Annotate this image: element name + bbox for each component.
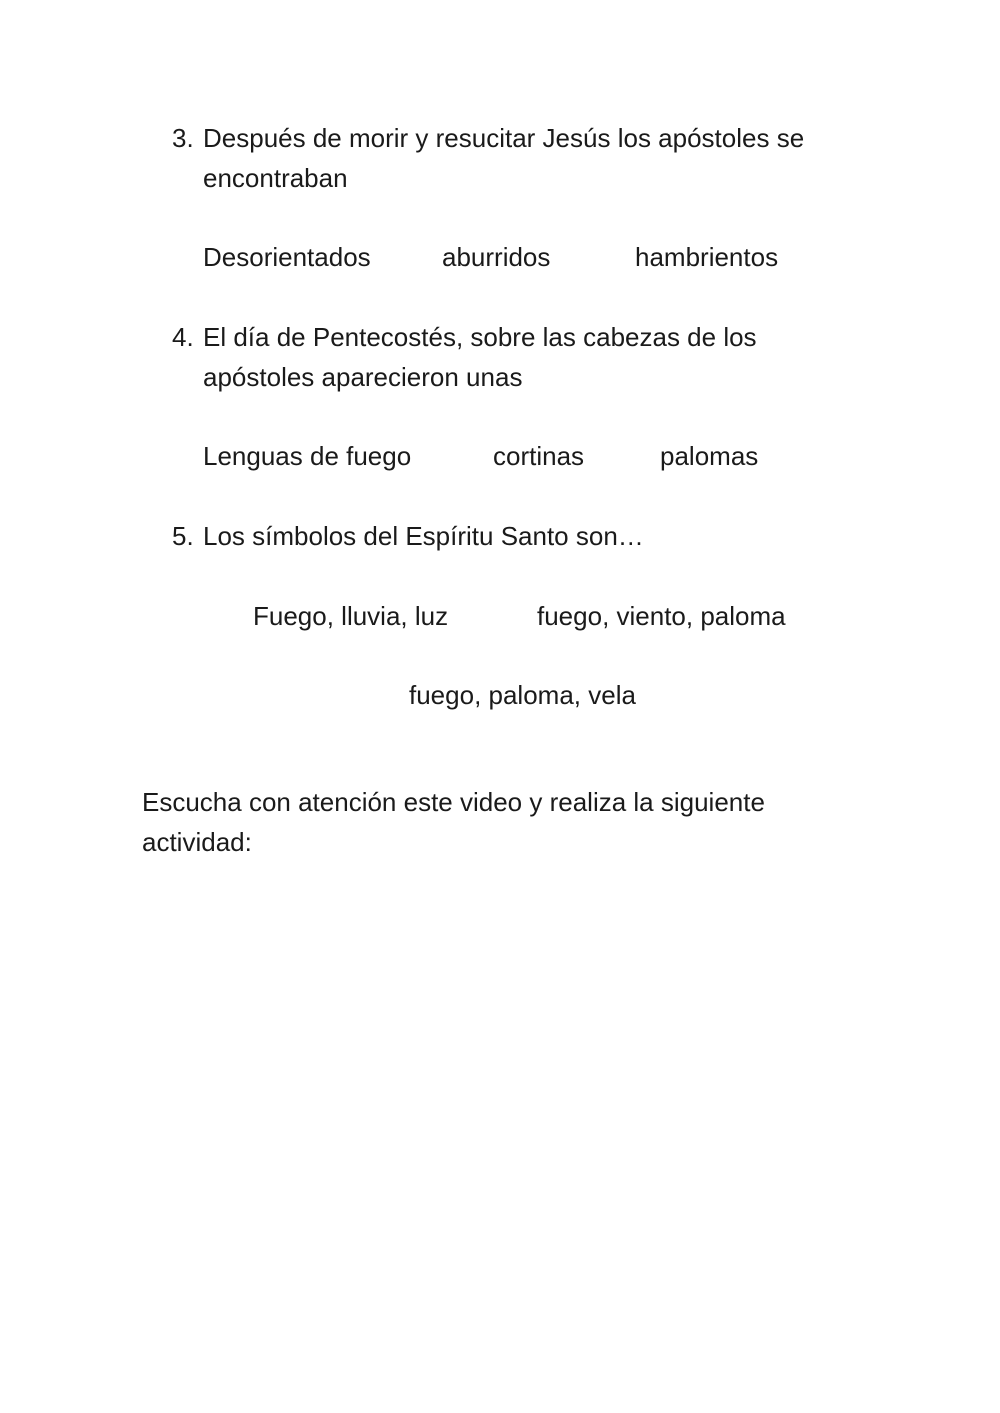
answer-option[interactable]: palomas: [660, 441, 759, 471]
answer-option[interactable]: Desorientados: [203, 242, 371, 272]
instruction-text: Escucha con atención este video y realiza la siguiente actividad:: [142, 787, 765, 857]
question-text: Los símbolos del Espíritu Santo son…: [203, 521, 644, 551]
answer-option[interactable]: fuego, viento, paloma: [537, 601, 786, 631]
question-number: 3.: [172, 123, 194, 153]
question-text: Después de morir y resucitar Jesús los apóstoles se encontraban: [203, 123, 805, 193]
answer-option[interactable]: hambrientos: [635, 242, 779, 272]
answer-option[interactable]: Fuego, lluvia, luz: [253, 601, 449, 631]
question-number: 4.: [172, 322, 194, 352]
answer-option[interactable]: aburridos: [442, 242, 551, 272]
answer-option[interactable]: cortinas: [493, 441, 585, 471]
answer-option[interactable]: Lenguas de fuego: [203, 441, 412, 471]
answer-option[interactable]: fuego, paloma, vela: [409, 680, 636, 710]
question-text: El día de Pentecostés, sobre las cabezas de los apóstoles aparecieron unas: [203, 322, 757, 392]
question-number: 5.: [172, 521, 194, 551]
